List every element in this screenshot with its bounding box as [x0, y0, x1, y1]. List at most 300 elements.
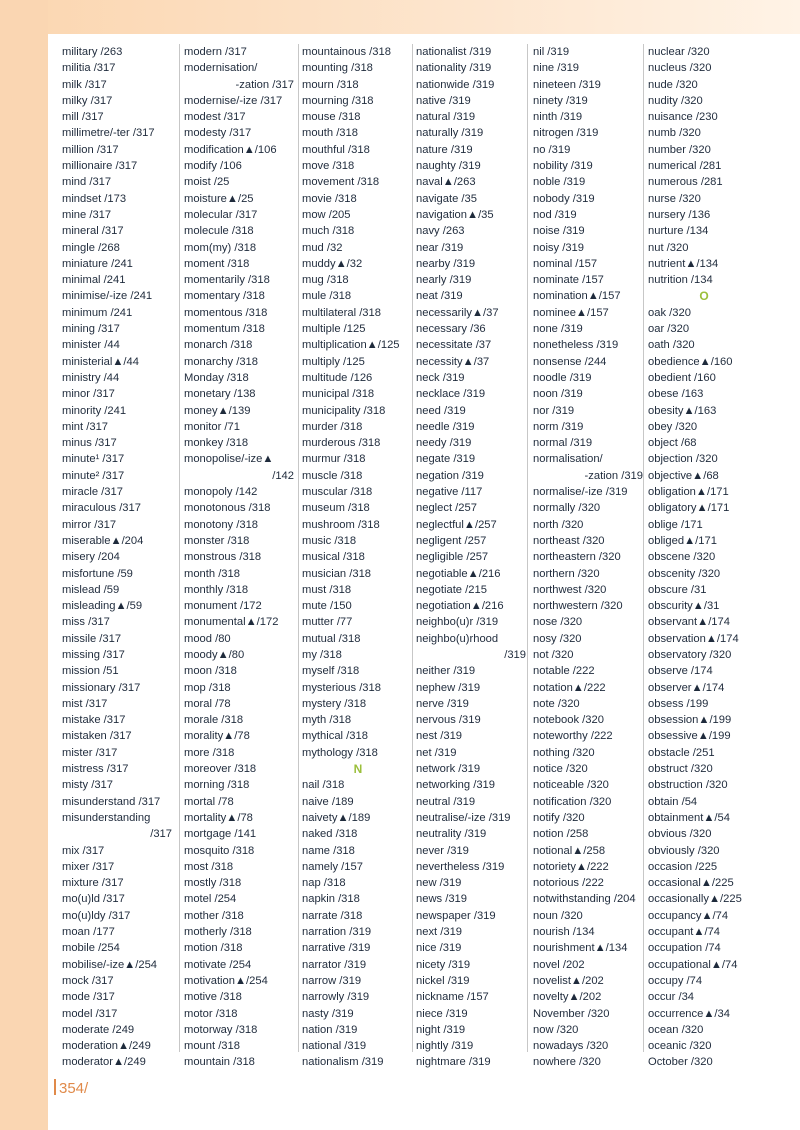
index-entry: momentous /318: [184, 306, 268, 319]
index-entry: October /320: [648, 1056, 713, 1069]
index-entry: mode /317: [62, 991, 115, 1004]
index-entry: natural /319: [416, 111, 476, 124]
index-entry: /142: [272, 469, 294, 482]
page-number-text: 354: [59, 1080, 85, 1097]
index-entry: neglectful▲/257: [416, 518, 497, 531]
index-entry: milk /317: [62, 78, 107, 91]
column-divider: [643, 44, 644, 1052]
index-entry: obstacle /251: [648, 746, 715, 759]
index-entry: momentum /318: [184, 323, 265, 336]
index-entry: neutrality /319: [416, 828, 487, 841]
index-entry: negotiate /215: [416, 583, 487, 596]
index-entry: monthly /318: [184, 583, 249, 596]
index-entry: obedient /160: [648, 371, 716, 384]
index-entry: network /319: [416, 763, 481, 776]
index-entry: neighbo(u)rhood: [416, 632, 499, 645]
index-entry: novelty▲/202: [533, 991, 602, 1004]
index-entry: multitude /126: [302, 371, 373, 384]
index-entry: oar /320: [648, 323, 690, 336]
index-entry: million /317: [62, 143, 119, 156]
index-entry: note /320: [533, 697, 580, 710]
index-entry: mineral /317: [62, 225, 124, 238]
index-entry: nobody /319: [533, 192, 595, 205]
index-entry: nursery /136: [648, 208, 711, 221]
index-entry: nonetheless /319: [533, 339, 619, 352]
index-entry: mute /150: [302, 600, 352, 613]
index-entry: mysterious /318: [302, 681, 381, 694]
index-entry: normalise/-ize /319: [533, 486, 628, 499]
index-entry: misty /317: [62, 779, 113, 792]
column-divider: [179, 44, 180, 1052]
index-entry: minority /241: [62, 404, 127, 417]
index-entry: observer▲/174: [648, 681, 725, 694]
index-entry: motherly /318: [184, 926, 252, 939]
index-entry: northern /320: [533, 567, 600, 580]
index-entry: murderous /318: [302, 437, 381, 450]
index-entry: mistress /317: [62, 763, 129, 776]
index-entry: northwestern /320: [533, 600, 623, 613]
index-entry: mobile /254: [62, 942, 120, 955]
index-entry: muddy▲/32: [302, 257, 363, 270]
index-entry: mix /317: [62, 844, 105, 857]
index-entry: monopoly /142: [184, 486, 258, 499]
index-entry: misunderstand /317: [62, 795, 161, 808]
index-entry: next /319: [416, 926, 463, 939]
index-entry: misery /204: [62, 551, 120, 564]
index-entry: moderation▲/249: [62, 1040, 151, 1053]
index-entry: nature /319: [416, 143, 473, 156]
index-entry: nowadays /320: [533, 1040, 609, 1053]
page-number-bar: [54, 1079, 56, 1095]
index-entry: nomination▲/157: [533, 290, 621, 303]
index-entry: newspaper /319: [416, 909, 496, 922]
index-entry: none /319: [533, 323, 583, 336]
index-entry: moisture▲/25: [184, 192, 254, 205]
index-column-4: [416, 44, 528, 1071]
index-entry: narration /319: [302, 926, 372, 939]
index-entry: money▲/139: [184, 404, 251, 417]
index-entry: oak /320: [648, 306, 691, 319]
index-entry: nickname /157: [416, 991, 489, 1004]
index-entry: need /319: [416, 404, 466, 417]
index-entry: murder /318: [302, 420, 363, 433]
index-entry: mixture /317: [62, 877, 124, 890]
index-entry: nicety /319: [416, 958, 471, 971]
index-entry: necessarily▲/37: [416, 306, 499, 319]
index-entry: normal /319: [533, 437, 593, 450]
index-entry: noodle /319: [533, 371, 592, 384]
index-entry: motor /318: [184, 1007, 238, 1020]
index-entry: miracle /317: [62, 486, 123, 499]
index-entry: mistake /317: [62, 714, 126, 727]
index-entry: mislead /59: [62, 583, 120, 596]
index-entry: murmur /318: [302, 453, 366, 466]
index-entry: minimise/-ize /241: [62, 290, 153, 303]
index-entry: misunderstanding: [62, 811, 151, 824]
index-entry: needle /319: [416, 420, 475, 433]
section-letter: O: [699, 289, 709, 304]
index-entry: nobility /319: [533, 160, 593, 173]
index-entry: novel /202: [533, 958, 585, 971]
index-entry: novelist▲/202: [533, 974, 604, 987]
index-entry: northeastern /320: [533, 551, 621, 564]
index-entry: noticeable /320: [533, 779, 609, 792]
index-entry: mortal /78: [184, 795, 234, 808]
index-entry: occupy /74: [648, 974, 703, 987]
section-letter: N: [353, 762, 363, 777]
index-entry: nationalist /319: [416, 46, 492, 58]
index-entry: noble /319: [533, 176, 586, 189]
index-entry: Monday /318: [184, 371, 249, 384]
index-entry: muscular /318: [302, 486, 373, 499]
index-entry: obscenity /320: [648, 567, 721, 580]
index-entry: occupational▲/74: [648, 958, 738, 971]
index-entry: municipal /318: [302, 388, 375, 401]
index-entry: motivate /254: [184, 958, 252, 971]
index-entry: nutrient▲/134: [648, 257, 719, 270]
index-entry: oceanic /320: [648, 1040, 712, 1053]
index-entry: mortgage /141: [184, 828, 257, 841]
index-entry: monopolise/-ize▲: [184, 453, 274, 466]
index-entry: neighbo(u)r /319: [416, 616, 499, 629]
index-entry: obsessive▲/199: [648, 730, 731, 743]
index-entry: narrate /318: [302, 909, 363, 922]
index-entry: niece /319: [416, 1007, 468, 1020]
index-entry: missing /317: [62, 648, 125, 661]
index-entry: mushroom /318: [302, 518, 380, 531]
index-entry: negotiable▲/216: [416, 567, 501, 580]
index-entry: missile /317: [62, 632, 122, 645]
index-entry: mo(u)ldy /317: [62, 909, 131, 922]
index-entry: namely /157: [302, 860, 363, 873]
index-entry: mood /80: [184, 632, 231, 645]
index-entry: nationalism /319: [302, 1056, 384, 1069]
index-entry: modest /317: [184, 111, 246, 124]
index-entry: month /318: [184, 567, 240, 580]
index-entry: minute¹ /317: [62, 453, 125, 466]
index-entry: monotonous /318: [184, 502, 271, 515]
index-column-6: [648, 44, 760, 1071]
index-entry: nor /319: [533, 404, 575, 417]
index-entry: neglect /257: [416, 502, 477, 515]
index-entry: net /319: [416, 746, 457, 759]
index-entry: number /320: [648, 143, 711, 156]
index-entry: myth /318: [302, 714, 352, 727]
index-entry: now /320: [533, 1023, 579, 1036]
index-entry: nominate /157: [533, 274, 604, 287]
index-entry: negligent /257: [416, 534, 487, 547]
index-entry: necklace /319: [416, 388, 486, 401]
index-entry: mountainous /318: [302, 46, 391, 58]
left-margin-band: [0, 0, 48, 1130]
index-entry: mister /317: [62, 746, 118, 759]
index-entry: motel /254: [184, 893, 237, 906]
index-entry: observant▲/174: [648, 616, 730, 629]
index-entry: objective▲/68: [648, 469, 719, 482]
index-entry: mouth /318: [302, 127, 358, 140]
index-entry: occupant▲/74: [648, 926, 721, 939]
index-entry: northeast /320: [533, 534, 605, 547]
index-entry: obsess /199: [648, 697, 709, 710]
index-entry: nail /318: [302, 779, 345, 792]
index-entry: nonsense /244: [533, 355, 607, 368]
index-entry: neutralise/-ize /319: [416, 811, 511, 824]
index-entry: mouse /318: [302, 111, 361, 124]
index-entry: nearby /319: [416, 257, 476, 270]
index-entry: occasionally▲/225: [648, 893, 742, 906]
index-entry: necessary /36: [416, 323, 486, 336]
index-entry: military /263: [62, 46, 123, 58]
index-entry: nourish /134: [533, 926, 595, 939]
index-entry: notification /320: [533, 795, 612, 808]
index-entry: nightly /319: [416, 1040, 474, 1053]
index-entry: observatory /320: [648, 648, 732, 661]
index-entry: nosy /320: [533, 632, 582, 645]
index-entry: momentarily /318: [184, 274, 270, 287]
index-entry: negligible /257: [416, 551, 489, 564]
index-entry: needy /319: [416, 437, 472, 450]
index-entry: numerous /281: [648, 176, 723, 189]
index-column-1: [62, 44, 174, 1071]
index-entry: motorway /318: [184, 1023, 258, 1036]
index-entry: -zation /317: [235, 78, 294, 91]
index-entry: morale /318: [184, 714, 244, 727]
index-entry: modern /317: [184, 46, 247, 58]
index-entry: noise /319: [533, 225, 585, 238]
index-entry: move /318: [302, 160, 355, 173]
index-entry: must /318: [302, 583, 352, 596]
index-entry: minimal /241: [62, 274, 126, 287]
index-entry: occasional▲/225: [648, 877, 734, 890]
index-entry: naivety▲/189: [302, 811, 371, 824]
index-entry: modernise/-ize /317: [184, 94, 283, 107]
index-entry: multiple /125: [302, 323, 366, 336]
index-entry: oath /320: [648, 339, 695, 352]
index-entry: narrow /319: [302, 974, 362, 987]
index-entry: mythology /318: [302, 746, 378, 759]
index-entry: noisy /319: [533, 241, 584, 254]
index-entry: municipality /318: [302, 404, 386, 417]
index-entry: noon /319: [533, 388, 583, 401]
index-entry: nourishment▲/134: [533, 942, 628, 955]
index-entry: numerical /281: [648, 160, 722, 173]
index-entry: nowhere /320: [533, 1056, 601, 1069]
index-entry: mud /32: [302, 241, 343, 254]
index-entry: muscle /318: [302, 469, 363, 482]
index-entry: obliged▲/171: [648, 534, 717, 547]
index-entry: nude /320: [648, 78, 698, 91]
index-entry: nutrition /134: [648, 274, 713, 287]
index-entry: mounting /318: [302, 62, 373, 75]
index-entry: notify /320: [533, 811, 585, 824]
index-entry: notebook /320: [533, 714, 604, 727]
index-entry: normally /320: [533, 502, 601, 515]
index-column-5: [533, 44, 645, 1071]
index-entry: nominal /157: [533, 257, 598, 270]
index-entry: minus /317: [62, 437, 117, 450]
index-entry: notorious /222: [533, 877, 604, 890]
index-entry: obviously /320: [648, 844, 720, 857]
index-entry: mutual /318: [302, 632, 361, 645]
index-entry: moreover /318: [184, 763, 257, 776]
index-entry: norm /319: [533, 420, 584, 433]
index-entry: my /318: [302, 648, 342, 661]
index-column-3: [302, 44, 414, 1071]
index-entry: modification▲/106: [184, 143, 277, 156]
index-entry: ministry /44: [62, 371, 120, 384]
index-entry: obscurity▲/31: [648, 600, 720, 613]
index-entry: mindset /173: [62, 192, 127, 205]
index-entry: miniature /241: [62, 257, 133, 270]
index-entry: mouthful /318: [302, 143, 370, 156]
index-entry: millimetre/-ter /317: [62, 127, 155, 140]
index-entry: mining /317: [62, 323, 120, 336]
index-entry: mind /317: [62, 176, 112, 189]
index-entry: nuisance /230: [648, 111, 718, 124]
index-entry: nod /319: [533, 208, 577, 221]
index-entry: nil /319: [533, 46, 570, 58]
index-entry: mop /318: [184, 681, 231, 694]
index-entry: object /68: [648, 437, 697, 450]
index-entry: moderator▲/249: [62, 1056, 146, 1069]
index-entry: objection /320: [648, 453, 718, 466]
index-entry: mill /317: [62, 111, 104, 124]
index-entry: naked /318: [302, 828, 358, 841]
index-entry: nearly /319: [416, 274, 472, 287]
index-entry: narrowly /319: [302, 991, 370, 1004]
index-entry: motion /318: [184, 942, 243, 955]
index-entry: never /319: [416, 844, 469, 857]
index-entry: modify /106: [184, 160, 242, 173]
index-entry: notice /320: [533, 763, 588, 776]
index-entry: notation▲/222: [533, 681, 606, 694]
index-entry: nationwide /319: [416, 78, 495, 91]
index-entry: naive /189: [302, 795, 354, 808]
index-entry: most /318: [184, 860, 234, 873]
index-entry: nine /319: [533, 62, 580, 75]
index-entry: ocean /320: [648, 1023, 704, 1036]
index-entry: mistaken /317: [62, 730, 132, 743]
index-entry: music /318: [302, 534, 357, 547]
index-entry: mule /318: [302, 290, 352, 303]
index-entry: obese /163: [648, 388, 704, 401]
dictionary-page: [48, 34, 800, 1130]
index-entry: mobilise/-ize▲/254: [62, 958, 158, 971]
index-entry: moment /318: [184, 257, 250, 270]
index-entry: monarchy /318: [184, 355, 259, 368]
index-entry: networking /319: [416, 779, 495, 792]
index-entry: not /320: [533, 648, 574, 661]
index-entry: much /318: [302, 225, 355, 238]
index-entry: obey /320: [648, 420, 698, 433]
index-entry: moody▲/80: [184, 648, 245, 661]
index-entry: nasty /319: [302, 1007, 354, 1020]
index-entry: motive /318: [184, 991, 242, 1004]
index-entry: neck /319: [416, 371, 465, 384]
column-divider: [527, 44, 528, 1052]
index-entry: mother /318: [184, 909, 244, 922]
index-entry: obligatory▲/171: [648, 502, 730, 515]
index-entry: nut /320: [648, 241, 689, 254]
index-entry: nightmare /319: [416, 1056, 491, 1069]
index-entry: mist /317: [62, 697, 108, 710]
index-entry: monstrous /318: [184, 551, 262, 564]
index-entry: minister /44: [62, 339, 120, 352]
index-entry: minute² /317: [62, 469, 125, 482]
index-entry: multiply /125: [302, 355, 365, 368]
index-entry: museum /318: [302, 502, 370, 515]
index-entry: negative /117: [416, 486, 483, 499]
index-entry: obstruction /320: [648, 779, 728, 792]
index-entry: neither /319: [416, 665, 476, 678]
index-entry: noteworthy /222: [533, 730, 613, 743]
index-entry: -zation /319: [584, 469, 643, 482]
index-entry: navigate /35: [416, 192, 477, 205]
index-entry: news /319: [416, 893, 467, 906]
index-entry: moral /78: [184, 697, 231, 710]
index-entry: minimum /241: [62, 306, 133, 319]
index-entry: monumental▲/172: [184, 616, 279, 629]
index-entry: near /319: [416, 241, 464, 254]
index-entry: obscene /320: [648, 551, 716, 564]
index-entry: observe /174: [648, 665, 713, 678]
index-entry: mortality▲/78: [184, 811, 253, 824]
index-entry: obvious /320: [648, 828, 712, 841]
index-entry: occasion /225: [648, 860, 718, 873]
index-entry: nothing /320: [533, 746, 595, 759]
index-entry: moderate /249: [62, 1023, 135, 1036]
index-entry: negate /319: [416, 453, 476, 466]
index-entry: monument /172: [184, 600, 262, 613]
index-entry: native /319: [416, 94, 471, 107]
index-entry: naturally /319: [416, 127, 484, 140]
index-entry: mixer /317: [62, 860, 115, 873]
index-entry: navigation▲/35: [416, 208, 494, 221]
index-entry: notable /222: [533, 665, 595, 678]
index-entry: name /318: [302, 844, 355, 857]
index-entry: miserable▲/204: [62, 534, 144, 547]
index-entry: observation▲/174: [648, 632, 739, 645]
index-entry: obscure /31: [648, 583, 707, 596]
index-entry: movement /318: [302, 176, 380, 189]
top-margin-band: [0, 0, 800, 34]
index-entry: momentary /318: [184, 290, 265, 303]
index-entry: moist /25: [184, 176, 230, 189]
index-entry: ninth /319: [533, 111, 583, 124]
index-entry: nineteen /319: [533, 78, 601, 91]
index-entry: monetary /138: [184, 388, 256, 401]
index-entry: new /319: [416, 877, 462, 890]
index-entry: musician /318: [302, 567, 372, 580]
index-entry: mo(u)ld /317: [62, 893, 125, 906]
index-entry: obtainment▲/54: [648, 811, 730, 824]
index-entry: nevertheless /319: [416, 860, 505, 873]
index-entry: monotony /318: [184, 518, 259, 531]
index-entry: nudity /320: [648, 94, 703, 107]
index-entry: molecular /317: [184, 208, 258, 221]
index-entry: obsession▲/199: [648, 714, 732, 727]
index-entry: navy /263: [416, 225, 465, 238]
index-entry: northwest /320: [533, 583, 607, 596]
index-entry: mow /205: [302, 208, 351, 221]
index-entry: nuclear /320: [648, 46, 710, 58]
index-entry: myself /318: [302, 665, 360, 678]
index-entry: more /318: [184, 746, 235, 759]
index-entry: neutral /319: [416, 795, 476, 808]
index-entry: obstruct /320: [648, 763, 713, 776]
index-entry: mint /317: [62, 420, 109, 433]
index-entry: moon /318: [184, 665, 237, 678]
